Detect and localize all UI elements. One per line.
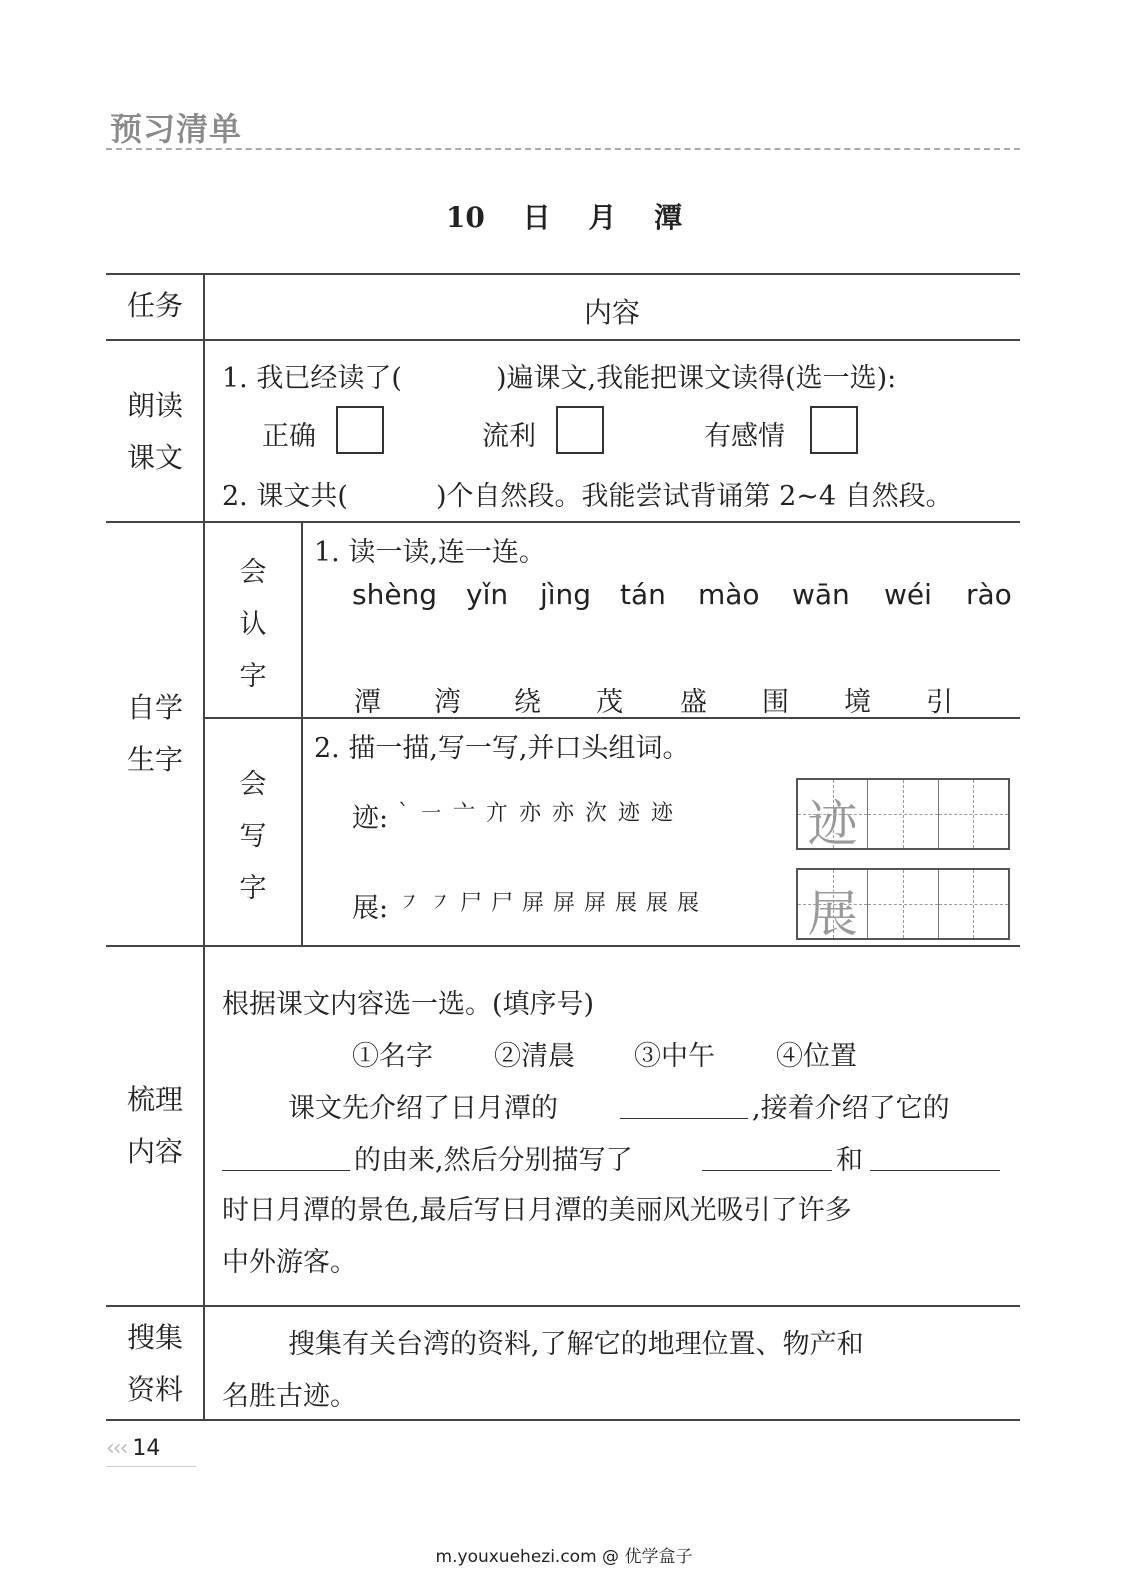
trace-character: 展	[807, 885, 858, 943]
fill-blank[interactable]	[222, 1170, 350, 1171]
footer-watermark: m.youxuehezi.com @ 优学盒子	[435, 1547, 693, 1567]
option-label-correct: 正确	[262, 421, 316, 452]
page-number	[106, 1436, 160, 1461]
lesson-title-char: 潭	[654, 201, 683, 234]
write-instruction: 2. 描一描,写一写,并口头组词。	[314, 733, 690, 764]
task-collect-line1: 搜集	[126, 1321, 183, 1354]
write-label-char: 字	[239, 873, 267, 904]
lesson-title-char: 日	[522, 201, 551, 234]
writing-cell[interactable]	[868, 780, 938, 848]
checkbox-correct[interactable]	[336, 406, 384, 454]
recognize-label-char: 字	[239, 661, 267, 692]
outline-text: 的由来,然后分别描写了	[354, 1145, 633, 1176]
writing-cell[interactable]	[798, 780, 868, 853]
outline-text: 时日月潭的景色,最后写日月潭的美丽风光吸引了许多	[222, 1195, 852, 1226]
writing-cell[interactable]	[939, 780, 1008, 848]
task-reading-line1: 朗读	[126, 389, 183, 422]
collect-text: 名胜古迹。	[222, 1381, 357, 1412]
checkbox-emotion[interactable]	[810, 406, 858, 454]
choice-option: ④位置	[776, 1041, 857, 1072]
fill-blank[interactable]	[870, 1170, 1000, 1171]
stroke-order: ㇇ ㇇ 尸 尸 屏 屏 屏 展 展 展	[398, 891, 700, 916]
section-title: 预习清单	[110, 110, 243, 148]
hanzi-item[interactable]: 境	[844, 687, 871, 718]
hanzi-item[interactable]: 湾	[434, 687, 461, 718]
reading-q1-part1: 1. 我已经读了(	[222, 363, 402, 394]
fill-blank[interactable]	[620, 1118, 748, 1119]
hanzi-item[interactable]: 引	[926, 687, 953, 718]
task-collect-line2: 资料	[126, 1373, 183, 1406]
writing-grid[interactable]	[796, 778, 1010, 853]
option-label-fluent: 流利	[482, 421, 536, 452]
recognize-instruction: 1. 读一读,连一连。	[314, 537, 546, 568]
table-line	[106, 521, 1020, 523]
table-line	[106, 1305, 1020, 1307]
writing-cell[interactable]	[798, 870, 868, 943]
pinyin-item[interactable]: mào	[698, 578, 760, 611]
reading-q2-part1: 2. 课文共(	[222, 481, 348, 512]
stroke-char-label: 迹:	[352, 803, 389, 834]
hanzi-item[interactable]: 潭	[354, 687, 381, 718]
lesson-number: 10	[445, 201, 485, 234]
outline-text: ,接着介绍了它的	[752, 1093, 950, 1124]
trace-character: 迹	[807, 795, 858, 853]
task-reading-line2: 课文	[126, 441, 183, 474]
pinyin-item[interactable]: tán	[620, 578, 666, 611]
choice-option: ③中午	[634, 1041, 715, 1072]
task-outline-line1: 梳理	[126, 1083, 183, 1116]
column-header-content: 内容	[583, 296, 640, 329]
task-selfstudy-line1: 自学	[126, 691, 183, 724]
choice-option: ①名字	[352, 1041, 433, 1072]
pinyin-item[interactable]: yǐn	[466, 578, 509, 611]
reading-q1-part2: )遍课文,我能把课文读得(选一选):	[496, 363, 897, 394]
reading-q2-part2: )个自然段。我能尝试背诵第 2~4 自然段。	[436, 481, 953, 512]
hanzi-item[interactable]: 茂	[596, 687, 623, 718]
write-label-char: 写	[239, 821, 267, 852]
outline-text: 课文先介绍了日月潭的	[288, 1093, 558, 1124]
pinyin-item[interactable]: wéi	[884, 578, 932, 611]
collect-text: 搜集有关台湾的资料,了解它的地理位置、物产和	[288, 1329, 864, 1360]
column-header-task: 任务	[126, 289, 183, 322]
header-divider	[106, 148, 1020, 150]
table-line	[106, 945, 1020, 947]
pinyin-item[interactable]: wān	[792, 578, 850, 611]
table-line	[106, 339, 1020, 341]
fill-blank[interactable]	[702, 1170, 832, 1171]
lesson-title	[0, 196, 1128, 236]
writing-cell[interactable]	[868, 870, 938, 938]
pinyin-item[interactable]: rào	[966, 578, 1012, 611]
table-line	[106, 1419, 1020, 1421]
recognize-label-char: 认	[239, 609, 267, 640]
table-line	[106, 273, 1020, 275]
page-arrows-icon: ‹‹‹	[106, 1436, 127, 1461]
outline-text: 中外游客。	[222, 1247, 357, 1278]
writing-cell[interactable]	[939, 870, 1008, 938]
recognize-label-char: 会	[239, 557, 267, 588]
hanzi-item[interactable]: 围	[762, 687, 789, 718]
stroke-char-label: 展:	[352, 893, 389, 924]
hanzi-item[interactable]: 绕	[514, 687, 541, 718]
outline-instruction: 根据课文内容选一选。(填序号)	[222, 989, 595, 1020]
hanzi-item[interactable]: 盛	[680, 687, 707, 718]
pinyin-item[interactable]: shèng	[352, 578, 438, 611]
task-selfstudy-line2: 生字	[126, 743, 183, 776]
write-label-char: 会	[239, 769, 267, 800]
pinyin-item[interactable]: jìng	[540, 578, 592, 611]
page-number-underline	[106, 1466, 196, 1467]
page-number-value: 14	[132, 1436, 161, 1461]
task-outline-line2: 内容	[126, 1135, 183, 1168]
lesson-title-char: 月	[588, 201, 617, 234]
checkbox-fluent[interactable]	[556, 406, 604, 454]
outline-text: 和	[836, 1145, 863, 1176]
choice-option: ②清晨	[494, 1041, 575, 1072]
option-label-emotion: 有感情	[704, 421, 785, 452]
stroke-order: ` ㇐ 亠 亣 亦 亦 㳄 迹 迹	[398, 801, 675, 826]
writing-grid[interactable]	[796, 868, 1010, 943]
